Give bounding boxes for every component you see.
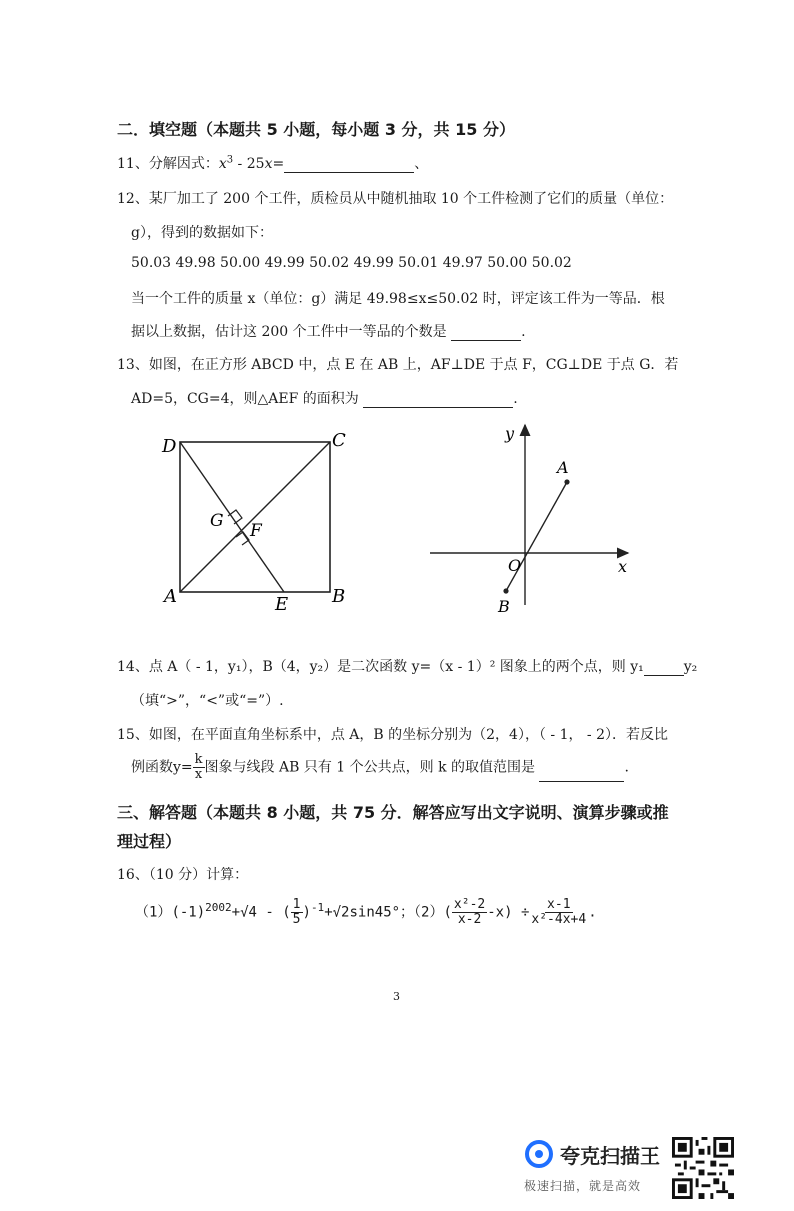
q11-var-x2: x (264, 156, 273, 172)
point-b-label: B (498, 597, 510, 616)
q16-p1-fnum: 1 (292, 897, 301, 912)
label-a: A (164, 586, 177, 607)
q16-p2-gnum: x-1 (547, 897, 571, 912)
q12-data: 50.03 49.98 50.00 49.99 50.02 49.99 50.01 49.97 50.00 50.02 (131, 255, 572, 271)
q16-p1-d: +√2sin45° (324, 904, 401, 921)
q11-text: 分解因式： (148, 156, 219, 172)
q16-part1-label: （1） (135, 904, 172, 921)
square-figure (150, 420, 370, 620)
label-g: G (210, 511, 224, 531)
q13-line2-text: AD=5，CG=4，则△AEF 的面积为 (131, 391, 359, 407)
q16-number: 16、 (117, 867, 149, 883)
watermark-slogan: 极速扫描，就是高效 (524, 1179, 642, 1193)
q11-number: 11、 (117, 156, 149, 172)
q12-line5 (131, 321, 526, 341)
q15-end: . (624, 759, 629, 776)
label-e: E (275, 594, 289, 615)
label-b: B (332, 586, 346, 607)
q16-p1-b: +√4 - ( (231, 904, 291, 921)
q15-line1: 如图，在平面直角坐标系中，点 A，B 的坐标分别为（2，4），（ - 1， - 2）．若反比 (148, 727, 669, 743)
quark-logo-icon (524, 1139, 554, 1169)
segment-ac (180, 442, 330, 592)
q11-var-x: x (218, 156, 227, 172)
q13-answer-blank[interactable] (363, 393, 513, 408)
point-b (503, 588, 508, 593)
page-number: 3 (393, 990, 400, 1003)
q13-number: 13、 (117, 357, 149, 373)
q16-p1-exp: 2002 (205, 900, 232, 914)
label-c: C (332, 430, 346, 451)
q16-p1-exp2: -1 (310, 900, 325, 914)
q13-end: . (513, 391, 518, 407)
q16-p2-frac2 (529, 898, 588, 927)
q15-line2 (131, 753, 629, 782)
origin-label: O (508, 556, 522, 575)
q15-frac-num: k (194, 752, 203, 767)
q14-line2: （填“>”，“<”或“=”）. (131, 693, 284, 709)
q16-sep: ； (400, 904, 415, 921)
q16-part2-label: （2） (414, 904, 444, 921)
q11-eq: = (272, 156, 285, 172)
q11-tail: 、 (414, 156, 429, 172)
q12-line4: 当一个工件的质量 x（单位：g）满足 49.98≤x≤50.02 时，评定该工件为一等品．根 (131, 291, 665, 307)
q15-answer-blank[interactable] (539, 767, 624, 782)
question-12 (117, 188, 673, 208)
section-2-title: 二．填空题（本题共 5 小题，每小题 3 分，共 15 分） (117, 120, 515, 139)
q14-y2: y₂ (683, 659, 698, 675)
q16-p1-c: ) (302, 904, 311, 921)
q12-line5-text: 据以上数据，估计这 200 个工件中一等品的个数是 (131, 324, 447, 340)
q16-p1-fden: 5 (292, 912, 301, 927)
point-a (564, 479, 569, 484)
question-11 (117, 153, 428, 173)
q16-expressions (135, 898, 597, 927)
point-a-label: A (557, 458, 569, 477)
label-f: F (250, 521, 262, 541)
q16-p1-frac (291, 898, 303, 927)
q12-number: 12、 (117, 191, 149, 207)
q16-p2-fden: x-2 (457, 912, 482, 927)
q12-end: . (521, 324, 526, 340)
q13-line2 (131, 388, 518, 408)
q16-p2-mid: -x) ÷ (487, 904, 530, 921)
q15-frac-den: x (194, 767, 203, 782)
q13-line1: 如图，在正方形 ABCD 中，点 E 在 AB 上，AF⊥DE 于点 F，CG⊥DE 于点 G．若 (148, 357, 679, 373)
q16-p1-a: (-1) (171, 904, 206, 921)
axis-label-y: y (505, 424, 515, 443)
q15-fraction (193, 753, 205, 782)
q11-exponent: 3 (226, 154, 234, 166)
q11-expr: - 25 (233, 156, 265, 172)
q15-line2a: 例函数 (131, 759, 173, 776)
axes-figure (425, 420, 645, 620)
q14-number: 14、 (117, 659, 149, 675)
q15-y-eq: y= (173, 759, 193, 776)
q15-number: 15、 (117, 727, 149, 743)
scanner-watermark (520, 1137, 660, 1197)
question-16 (117, 864, 248, 884)
q16-head: （10 分）计算： (148, 867, 249, 883)
watermark-brand: 夸克扫描王 (560, 1144, 660, 1168)
label-d: D (162, 436, 177, 457)
q16-p2-gden: x²-4x+4 (531, 912, 587, 927)
q16-p2-fnum: x²-2 (453, 897, 486, 912)
q14-answer-blank[interactable] (644, 661, 684, 676)
q12-line1: 某厂加工了 200 个工件，质检员从中随机抽取 10 个工件检测了它们的质量（单位： (148, 191, 674, 207)
q16-p2-open: ( (443, 904, 452, 921)
axis-label-x: x (618, 557, 628, 576)
question-15 (117, 724, 668, 744)
q16-p2-end: . (588, 904, 597, 921)
q15-line2b: 图象与线段 AB 只有 1 个公共点，则 k 的取值范围是 (204, 759, 536, 776)
section-3-title-line1: 三、解答题（本题共 8 小题，共 75 分．解答应写出文字说明、演算步骤或推 (117, 803, 669, 822)
section-3-title-line2: 理过程） (117, 832, 182, 851)
qr-code-icon (672, 1137, 734, 1199)
q14-line1: 点 A（ - 1，y₁），B（4，y₂）是二次函数 y=（x - 1）² 图象上的两个点，则 y₁ (148, 659, 644, 675)
q11-answer-blank[interactable] (284, 158, 414, 173)
q12-answer-blank[interactable] (451, 326, 521, 341)
q16-p2-frac1 (452, 898, 487, 927)
question-13 (117, 354, 678, 374)
segment-de (180, 442, 284, 592)
question-14 (117, 656, 697, 676)
q12-line2: g），得到的数据如下： (131, 225, 273, 241)
